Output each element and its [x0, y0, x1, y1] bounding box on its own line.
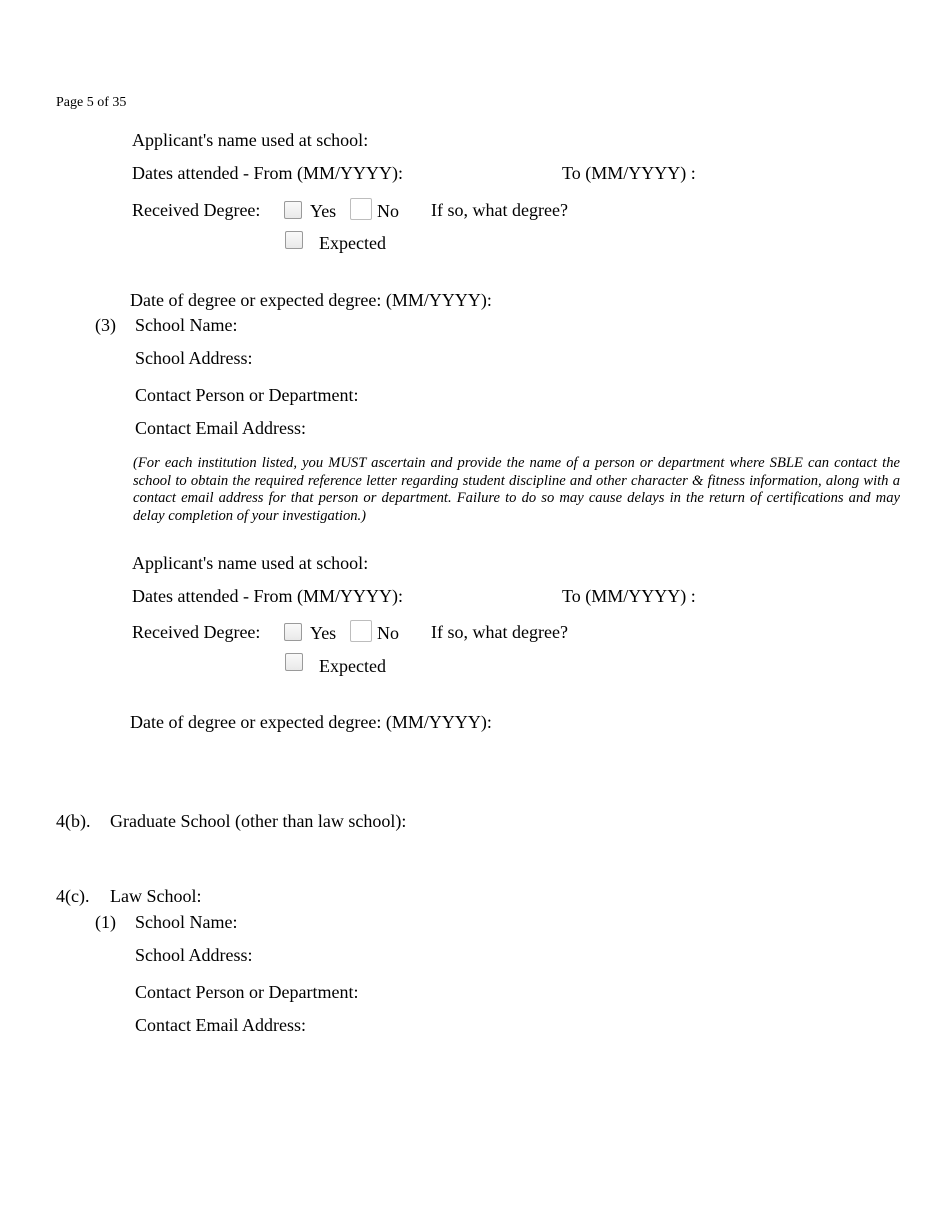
contact-email-label: Contact Email Address:: [135, 1015, 306, 1035]
applicant-name-label: Applicant's name used at school:: [132, 130, 369, 150]
item-number: (1): [95, 912, 116, 932]
item-number: (3): [95, 315, 116, 335]
degree-date-label: Date of degree or expected degree: (MM/YYYY):: [130, 712, 492, 732]
dates-to-label: To (MM/YYYY) :: [562, 163, 696, 183]
school-name-label: School Name:: [135, 315, 238, 335]
no-label: No: [377, 201, 399, 221]
degree-date-label: Date of degree or expected degree: (MM/YYYY):: [130, 290, 492, 310]
section-number: 4(b).: [56, 811, 91, 831]
degree-expected-checkbox[interactable]: [285, 231, 303, 249]
dates-from-label: Dates attended - From (MM/YYYY):: [132, 163, 403, 183]
yes-label: Yes: [310, 201, 337, 221]
yes-label: Yes: [310, 623, 337, 643]
school-address-label: School Address:: [135, 945, 253, 965]
instruction-note: (For each institution listed, you MUST ascertain and provide the name of a person or department where SBLE can contact the school to obtain the required reference letter regarding student discipline and other character & fitness information, along with a contact email address for that person or department. Failure to do so may cause delays in the return of certifications and may delay completion of your investigation.): [133, 455, 900, 525]
expected-label: Expected: [319, 656, 386, 676]
degree-no-checkbox[interactable]: [350, 620, 372, 642]
dates-from-label: Dates attended - From (MM/YYYY):: [132, 586, 403, 606]
section-number: 4(c).: [56, 886, 90, 906]
contact-person-label: Contact Person or Department:: [135, 385, 359, 405]
section-heading: Graduate School (other than law school):: [110, 811, 407, 831]
applicant-name-label: Applicant's name used at school:: [132, 553, 369, 573]
page-number: Page 5 of 35: [56, 95, 127, 110]
school-name-label: School Name:: [135, 912, 238, 932]
received-degree-label: Received Degree:: [132, 622, 261, 642]
degree-expected-checkbox[interactable]: [285, 653, 303, 671]
dates-to-label: To (MM/YYYY) :: [562, 586, 696, 606]
degree-no-checkbox[interactable]: [350, 198, 372, 220]
contact-email-label: Contact Email Address:: [135, 418, 306, 438]
what-degree-label: If so, what degree?: [431, 200, 568, 220]
degree-yes-checkbox[interactable]: [284, 201, 302, 219]
school-address-label: School Address:: [135, 348, 253, 368]
degree-yes-checkbox[interactable]: [284, 623, 302, 641]
contact-person-label: Contact Person or Department:: [135, 982, 359, 1002]
received-degree-label: Received Degree:: [132, 200, 261, 220]
section-heading: Law School:: [110, 886, 202, 906]
what-degree-label: If so, what degree?: [431, 622, 568, 642]
expected-label: Expected: [319, 233, 386, 253]
no-label: No: [377, 623, 399, 643]
